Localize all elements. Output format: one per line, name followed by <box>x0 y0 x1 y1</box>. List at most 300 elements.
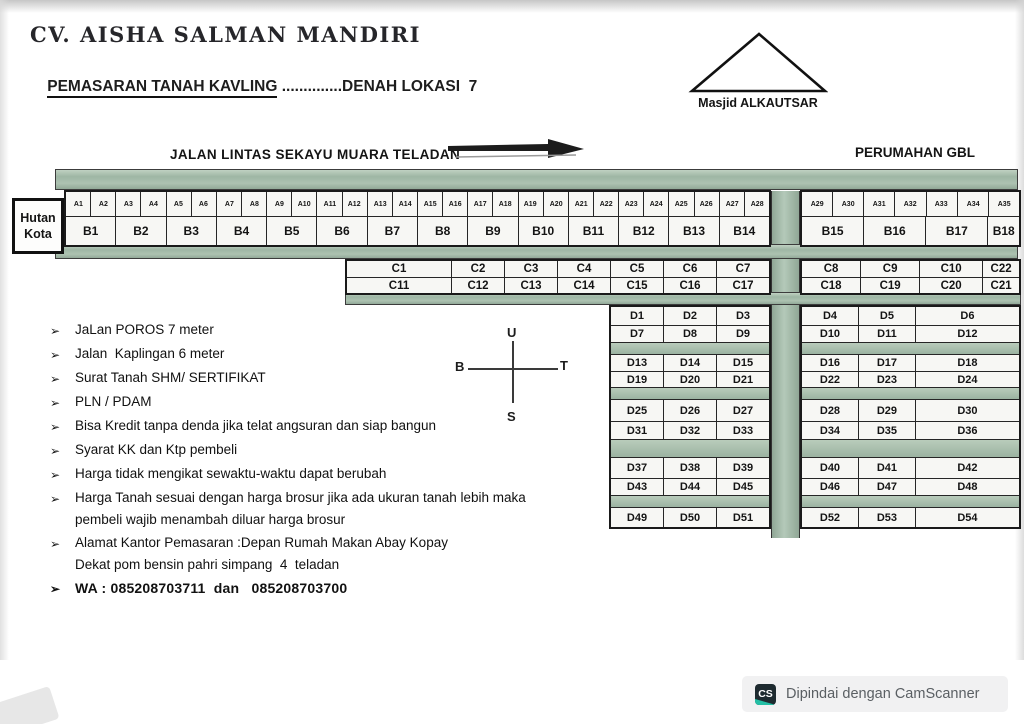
plot-label: D50 <box>679 511 701 524</box>
plot-cell-a4 <box>140 192 165 216</box>
plot-cell-d47 <box>858 479 915 495</box>
company-title: CV. AISHA SALMAN MANDIRI <box>30 22 422 47</box>
plot-row <box>611 478 769 495</box>
plot-cell-d28 <box>802 400 858 421</box>
plot-row <box>611 507 769 527</box>
plot-label: A19 <box>524 200 538 208</box>
plot-label: B15 <box>821 224 844 238</box>
plot-cell-a29 <box>802 192 832 216</box>
plot-cell-d53 <box>858 508 915 527</box>
plot-label: D54 <box>957 511 978 524</box>
plot-cell-d11 <box>858 326 915 342</box>
bullet-text: WA : 085208703711 dan 085208703700 <box>75 580 348 596</box>
plot-label: A4 <box>149 200 158 208</box>
plot-cell-d54 <box>915 508 1019 527</box>
bullet-item <box>50 466 598 483</box>
plot-cell-c2 <box>451 261 504 277</box>
road-strip <box>611 342 769 354</box>
plot-label: D40 <box>819 462 841 474</box>
plot-row <box>802 307 1019 325</box>
plot-label: B13 <box>683 224 706 238</box>
arrow-bullet-icon: ➢ <box>50 444 61 458</box>
plot-cell-d1 <box>611 307 663 325</box>
plot-label: C8 <box>823 263 839 275</box>
plot-label: D23 <box>876 373 898 386</box>
plot-label: B10 <box>532 224 555 238</box>
plot-cell-c15 <box>610 278 663 293</box>
plot-cell-a25 <box>668 192 693 216</box>
plot-label: D52 <box>819 511 841 524</box>
plot-cell-b14 <box>719 217 769 245</box>
plot-label: A33 <box>935 200 949 208</box>
compass-west: B <box>455 359 465 374</box>
plot-cell-c17 <box>716 278 769 293</box>
bullet-item <box>50 370 598 387</box>
plot-label: C19 <box>879 279 901 292</box>
plot-cell-d26 <box>663 400 716 421</box>
plot-cell-a1 <box>66 192 90 216</box>
plot-label: D18 <box>957 357 978 369</box>
bullet-item <box>50 490 598 528</box>
plot-label: A17 <box>473 200 487 208</box>
plot-label: A21 <box>574 200 588 208</box>
forest-label-line2: Kota <box>24 227 52 241</box>
bullet-text: Alamat Kantor Pemasaran :Depan Rumah Makan Abay Kopay Dekat pom bensin pahri simpang 4 teladan <box>75 535 448 572</box>
plot-cell-d21 <box>716 372 769 387</box>
plot-cell-d37 <box>611 458 663 478</box>
compass-east: T <box>560 358 568 373</box>
plot-label: D20 <box>679 373 701 386</box>
bullet-text: Surat Tanah SHM/ SERTIFIKAT <box>75 370 266 385</box>
plot-cell-b18 <box>987 217 1019 245</box>
plot-table-d-right <box>800 305 1021 529</box>
plot-label: D10 <box>819 328 841 340</box>
road-strip <box>802 495 1019 507</box>
plot-row <box>611 421 769 439</box>
plot-label: C20 <box>940 279 962 292</box>
plot-label: B14 <box>733 224 756 238</box>
bullet-item <box>50 322 598 339</box>
plot-label: A9 <box>274 200 284 208</box>
road-strip <box>802 387 1019 399</box>
plot-label: A34 <box>966 200 980 208</box>
plot-label: A22 <box>599 200 613 208</box>
plot-label: D22 <box>819 373 841 386</box>
plot-cell-c13 <box>504 278 557 293</box>
plot-cell-d18 <box>915 355 1019 371</box>
plot-label: D53 <box>876 511 898 524</box>
plot-label: C5 <box>629 263 645 275</box>
plot-cell-a24 <box>643 192 668 216</box>
plot-cell-a33 <box>926 192 957 216</box>
row-a-left <box>66 192 769 216</box>
plot-label: D19 <box>626 373 648 386</box>
bullet-text: Harga Tanah sesuai dengan harga brosur jika ada ukuran tanah lebih maka pembeli wajib menambah diluar harga brosur <box>75 490 526 527</box>
road-strip <box>802 439 1019 457</box>
plot-label: C13 <box>520 279 542 292</box>
plot-label: C7 <box>735 263 751 275</box>
row-c-left-top <box>347 261 769 277</box>
arrow-bullet-icon: ➢ <box>50 324 61 338</box>
plot-cell-d15 <box>716 355 769 371</box>
arrow-bullet-icon: ➢ <box>50 468 61 482</box>
compass-north: U <box>507 325 517 340</box>
housing-label: PERUMAHAN GBL <box>855 145 975 160</box>
bullet-text: Harga tidak mengikat sewaktu-waktu dapat berubah <box>75 466 387 481</box>
plot-cell-d39 <box>716 458 769 478</box>
plot-row <box>611 354 769 371</box>
road-strip <box>802 342 1019 354</box>
plot-cell-d51 <box>716 508 769 527</box>
plot-cell-b11 <box>568 217 618 245</box>
plot-cell-d43 <box>611 479 663 495</box>
plot-label: D35 <box>876 424 898 437</box>
plot-label: C1 <box>391 263 407 275</box>
plot-cell-a28 <box>744 192 769 216</box>
plot-table-ab-left <box>64 190 771 247</box>
plot-cell-d46 <box>802 479 858 495</box>
plot-label: A14 <box>398 200 412 208</box>
plot-cell-d9 <box>716 326 769 342</box>
bullet-item <box>50 580 598 597</box>
arrow-bullet-icon: ➢ <box>50 396 61 410</box>
plot-cell-b16 <box>863 217 925 245</box>
plot-label: D8 <box>682 328 698 340</box>
plot-label: D4 <box>822 310 837 322</box>
plot-cell-a8 <box>241 192 266 216</box>
plot-cell-c12 <box>451 278 504 293</box>
plot-cell-a2 <box>90 192 115 216</box>
plot-cell-a34 <box>957 192 988 216</box>
bullet-text: Bisa Kredit tanpa denda jika telat angsuran dan siap bangun <box>75 418 437 433</box>
plot-cell-d12 <box>915 326 1019 342</box>
plot-label: D34 <box>819 424 841 437</box>
row-c-right-top <box>802 261 1019 277</box>
plot-cell-d7 <box>611 326 663 342</box>
plot-label: A23 <box>624 200 638 208</box>
plot-label: A30 <box>841 200 855 208</box>
plot-cell-c4 <box>557 261 610 277</box>
camscanner-text: Dipindai dengan CamScanner <box>786 686 980 702</box>
plot-label: A8 <box>249 200 259 208</box>
plot-row <box>802 399 1019 421</box>
plot-label: A3 <box>123 200 133 208</box>
compass-south: S <box>507 409 516 424</box>
arrow-bullet-icon: ➢ <box>50 420 61 434</box>
plot-label: B2 <box>133 224 149 238</box>
plot-cell-b5 <box>266 217 316 245</box>
plot-cell-d27 <box>716 400 769 421</box>
plot-label: C4 <box>576 263 592 275</box>
plot-row <box>802 478 1019 495</box>
plot-row <box>611 371 769 387</box>
plot-cell-a14 <box>392 192 417 216</box>
plot-cell-d50 <box>663 508 716 527</box>
plot-cell-d22 <box>802 372 858 387</box>
plot-cell-c22 <box>982 261 1019 277</box>
plot-label: D17 <box>876 357 898 369</box>
plot-label: D33 <box>732 424 754 437</box>
plot-cell-c16 <box>663 278 716 293</box>
plot-label: B6 <box>334 224 350 238</box>
forest-label-line1: Hutan <box>20 211 56 225</box>
plot-label: A18 <box>499 200 512 208</box>
plot-cell-b12 <box>618 217 668 245</box>
road-name-label: JALAN LINTAS SEKAYU MUARA TELADAN <box>170 147 461 162</box>
plot-cell-b4 <box>216 217 266 245</box>
row-b-right <box>802 216 1019 245</box>
plot-cell-d48 <box>915 479 1019 495</box>
plot-label: D45 <box>732 481 754 493</box>
plot-label: D11 <box>877 328 897 340</box>
plot-cell-d32 <box>663 422 716 439</box>
plot-label: D32 <box>679 424 701 437</box>
plot-cell-a32 <box>894 192 925 216</box>
plot-cell-a35 <box>988 192 1019 216</box>
info-bullet-list <box>50 322 598 604</box>
scan-edge-top <box>0 0 1024 13</box>
plot-label: D28 <box>819 404 841 417</box>
plot-cell-c6 <box>663 261 716 277</box>
plot-label: D1 <box>629 310 645 322</box>
plot-cell-d4 <box>802 307 858 325</box>
plot-cell-a9 <box>266 192 291 216</box>
plot-cell-d49 <box>611 508 663 527</box>
plot-label: A6 <box>199 200 209 208</box>
plot-row <box>802 421 1019 439</box>
plot-label: A1 <box>73 200 83 208</box>
plot-label: A2 <box>98 200 108 208</box>
plot-label: A24 <box>649 200 663 208</box>
plot-label: A16 <box>448 200 462 208</box>
plot-label: D51 <box>732 511 754 524</box>
plot-row <box>611 307 769 325</box>
plot-cell-a31 <box>863 192 894 216</box>
plot-cell-d41 <box>858 458 915 478</box>
plot-cell-d34 <box>802 422 858 439</box>
plot-label: C17 <box>732 279 754 292</box>
plot-label: D49 <box>626 511 648 524</box>
bullet-text-line2: pembeli wajib menambah diluar harga brosur <box>75 512 346 527</box>
plot-label: C2 <box>470 263 486 275</box>
plot-label: D7 <box>629 328 645 340</box>
plot-cell-d14 <box>663 355 716 371</box>
camscanner-badge <box>742 676 1008 712</box>
arrow-bullet-icon: ➢ <box>50 372 61 386</box>
plot-label: C21 <box>990 279 1012 292</box>
plot-label: A10 <box>297 200 311 208</box>
road-strip <box>611 439 769 457</box>
scan-smudge <box>0 686 60 724</box>
plot-cell-d16 <box>802 355 858 371</box>
plot-label: D38 <box>679 462 701 474</box>
plot-cell-d13 <box>611 355 663 371</box>
plot-cell-d33 <box>716 422 769 439</box>
plot-cell-d25 <box>611 400 663 421</box>
plot-cell-d38 <box>663 458 716 478</box>
plot-label: A32 <box>904 200 917 208</box>
plot-label: A31 <box>872 200 886 208</box>
plot-label: D36 <box>957 424 978 437</box>
bullet-text: PLN / PDAM <box>75 394 152 409</box>
plot-cell-d40 <box>802 458 858 478</box>
city-forest-box <box>12 198 64 254</box>
plot-cell-a17 <box>467 192 492 216</box>
main-road-band <box>55 169 1018 190</box>
plot-cell-b15 <box>802 217 863 245</box>
plot-label: D42 <box>957 462 978 474</box>
plot-label: D37 <box>626 462 648 474</box>
plot-cell-a27 <box>719 192 744 216</box>
plot-label: C9 <box>882 263 898 275</box>
plot-label: C11 <box>388 279 410 292</box>
plot-label: D13 <box>626 357 648 369</box>
plot-label: A15 <box>423 200 437 208</box>
plot-cell-c11 <box>347 278 451 293</box>
plot-cell-d3 <box>716 307 769 325</box>
plot-label: D29 <box>876 404 898 417</box>
plot-label: A5 <box>174 200 184 208</box>
plot-cell-d35 <box>858 422 915 439</box>
plot-label: D14 <box>679 357 701 369</box>
plot-cell-b1 <box>66 217 115 245</box>
plot-cell-a11 <box>316 192 341 216</box>
row-b-left <box>66 216 769 245</box>
bullet-item <box>50 346 598 363</box>
plot-cell-a6 <box>191 192 216 216</box>
bullet-item <box>50 535 598 573</box>
plot-cell-c9 <box>860 261 919 277</box>
plot-cell-d20 <box>663 372 716 387</box>
plot-label: C18 <box>820 279 842 292</box>
plot-cell-d5 <box>858 307 915 325</box>
bullet-text: Jalan Kaplingan 6 meter <box>75 346 225 361</box>
plot-label: D15 <box>732 357 754 369</box>
bullet-item <box>50 418 598 435</box>
plot-label: D48 <box>957 481 978 493</box>
plot-label: A20 <box>549 200 563 208</box>
plot-table-c-left <box>345 259 771 295</box>
plot-label: B17 <box>945 224 968 238</box>
plot-cell-a3 <box>115 192 140 216</box>
plot-cell-c18 <box>802 278 860 293</box>
plot-label: D24 <box>957 373 978 386</box>
plot-label: D43 <box>626 481 648 493</box>
plot-cell-c1 <box>347 261 451 277</box>
plot-label: A28 <box>750 200 764 208</box>
plot-cell-d36 <box>915 422 1019 439</box>
plot-cell-b13 <box>668 217 718 245</box>
plot-cell-c14 <box>557 278 610 293</box>
row-a-right <box>802 192 1019 216</box>
plot-label: B8 <box>434 224 451 238</box>
plot-label: A29 <box>810 200 824 208</box>
plot-label: B7 <box>384 224 400 238</box>
plot-cell-d2 <box>663 307 716 325</box>
mosque-label: Masjid ALKAUTSAR <box>698 96 818 110</box>
plot-label: D47 <box>876 481 898 493</box>
row-c-left-bottom <box>347 277 769 293</box>
plot-cell-d8 <box>663 326 716 342</box>
plot-cell-d6 <box>915 307 1019 325</box>
plot-label: A26 <box>700 200 714 208</box>
plot-label: A11 <box>323 200 336 208</box>
plot-cell-d31 <box>611 422 663 439</box>
plot-cell-a21 <box>568 192 593 216</box>
plot-label: D44 <box>679 481 701 493</box>
bullet-item <box>50 394 598 411</box>
plot-cell-a7 <box>216 192 241 216</box>
arrow-bullet-icon: ➢ <box>50 537 61 551</box>
plot-label: D30 <box>957 404 978 417</box>
plot-cell-c20 <box>919 278 982 293</box>
row-c-right-bottom <box>802 277 1019 293</box>
plot-cell-a18 <box>492 192 517 216</box>
plot-label: B3 <box>183 224 199 238</box>
direction-arrow-icon <box>448 138 586 164</box>
plot-label: C12 <box>467 279 489 292</box>
page-subtitle <box>30 60 477 114</box>
plot-label: B9 <box>485 224 501 238</box>
plot-label: C6 <box>682 263 698 275</box>
plot-cell-d24 <box>915 372 1019 387</box>
plot-cell-d30 <box>915 400 1019 421</box>
plot-cell-b7 <box>367 217 417 245</box>
plot-cell-b2 <box>115 217 165 245</box>
plot-cell-a16 <box>442 192 467 216</box>
plot-cell-c10 <box>919 261 982 277</box>
bullet-text: Syarat KK dan Ktp pembeli <box>75 442 238 457</box>
bullet-text: JaLan POROS 7 meter <box>75 322 214 337</box>
plot-row <box>802 325 1019 342</box>
plot-label: C3 <box>523 263 539 275</box>
plot-label: A27 <box>725 200 739 208</box>
plot-label: B16 <box>883 224 906 238</box>
plot-label: D27 <box>732 404 754 417</box>
plot-row <box>802 371 1019 387</box>
plot-cell-a12 <box>342 192 367 216</box>
mosque-triangle-icon <box>688 30 828 96</box>
plot-label: D3 <box>735 310 751 322</box>
plot-label: D25 <box>626 404 648 417</box>
plot-cell-d17 <box>858 355 915 371</box>
plot-cell-a19 <box>518 192 543 216</box>
road-strip <box>611 495 769 507</box>
plot-cell-b17 <box>925 217 987 245</box>
plot-cell-a5 <box>166 192 191 216</box>
plot-label: D31 <box>626 424 648 437</box>
plot-cell-a26 <box>694 192 719 216</box>
plot-cell-a30 <box>832 192 863 216</box>
plot-cell-a23 <box>618 192 643 216</box>
plot-label: D12 <box>957 328 978 340</box>
plot-cell-d10 <box>802 326 858 342</box>
plot-label: A12 <box>348 200 362 208</box>
plot-label: C16 <box>679 279 701 292</box>
plot-cell-d52 <box>802 508 858 527</box>
plot-cell-b9 <box>467 217 517 245</box>
plot-label: C15 <box>626 279 648 292</box>
plot-label: D2 <box>682 310 698 322</box>
plot-cell-c21 <box>982 278 1019 293</box>
plot-row <box>802 457 1019 478</box>
plot-cell-d44 <box>663 479 716 495</box>
plot-cell-a15 <box>417 192 442 216</box>
bullet-item <box>50 442 598 459</box>
plot-label: B18 <box>992 224 1015 238</box>
arrow-bullet-icon: ➢ <box>50 582 61 596</box>
plot-label: B12 <box>632 224 655 238</box>
